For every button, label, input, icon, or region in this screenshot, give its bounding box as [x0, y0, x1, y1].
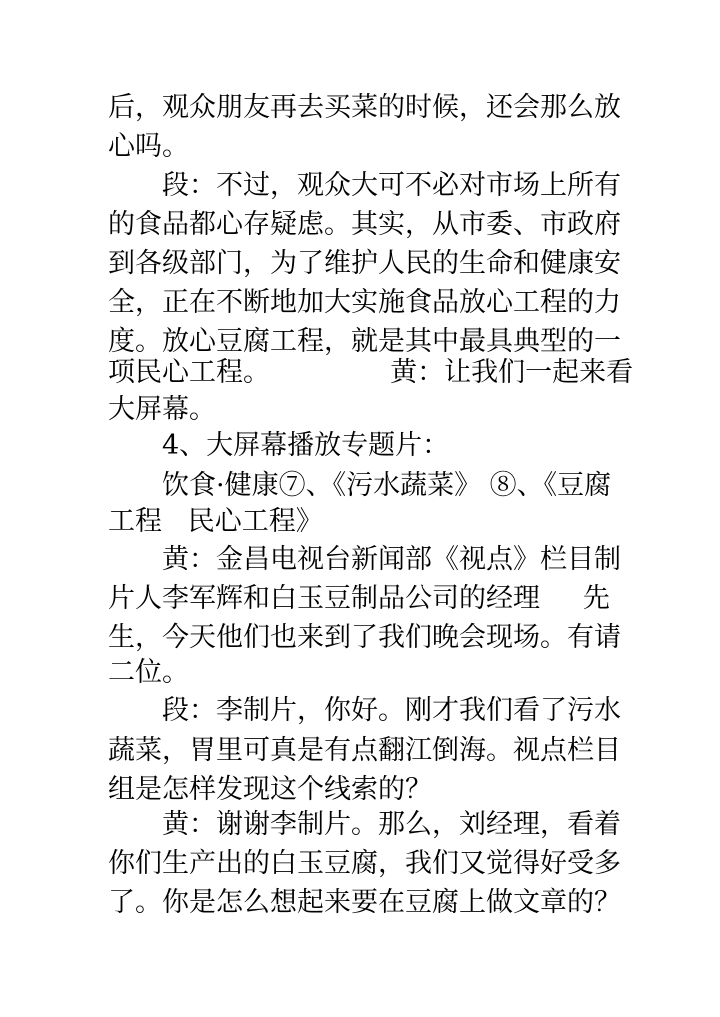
text-line-19: 组是怎样发现这个线索的？	[108, 774, 432, 805]
text-line-2: 心吗。	[108, 131, 189, 162]
text-line-11: 饮食·健康⑦、《污水蔬菜》 ⑧、《豆腐	[162, 470, 612, 501]
text-line-8: 项民心工程。 黄：让我们一起来看	[108, 357, 634, 388]
text-line-1: 后，观众朋友再去买菜的时候，还会那么放	[108, 92, 621, 123]
text-line-18: 蔬菜，胃里可真是有点翻江倒海。视点栏目	[108, 735, 621, 766]
text-line-13: 黄：金昌电视台新闻部《视点》栏目制	[162, 544, 621, 575]
text-line-9: 大屏幕。	[108, 394, 216, 425]
text-line-7: 度。放心豆腐工程，就是其中最具典型的一	[108, 326, 621, 357]
text-line-14: 片人李军辉和白玉豆制品公司的经理 先	[108, 583, 610, 614]
text-line-3: 段：不过，观众大可不必对市场上所有	[162, 170, 621, 201]
text-line-22: 了。你是怎么想起来要在豆腐上做文章的？	[108, 887, 621, 918]
text-line-6: 全，正在不断地加大实施食品放心工程的力	[108, 287, 621, 318]
text-line-15: 生，今天他们也来到了我们晚会现场。有请	[108, 622, 621, 653]
text-line-12: 工程 民心工程》	[108, 506, 323, 537]
text-line-21: 你们生产出的白玉豆腐，我们又觉得好受多	[108, 848, 621, 879]
text-line-20: 黄：谢谢李制片。那么，刘经理，看着	[162, 809, 621, 840]
text-line-17: 段：李制片，你好。刚才我们看了污水	[162, 695, 621, 726]
text-line-4: 的食品都心存疑虑。其实，从市委、市政府	[108, 209, 621, 240]
text-line-16: 二位。	[108, 657, 189, 688]
text-line-5: 到各级部门，为了维护人民的生命和健康安	[108, 248, 621, 279]
text-line-10: 4、大屏幕播放专题片：	[162, 430, 450, 461]
